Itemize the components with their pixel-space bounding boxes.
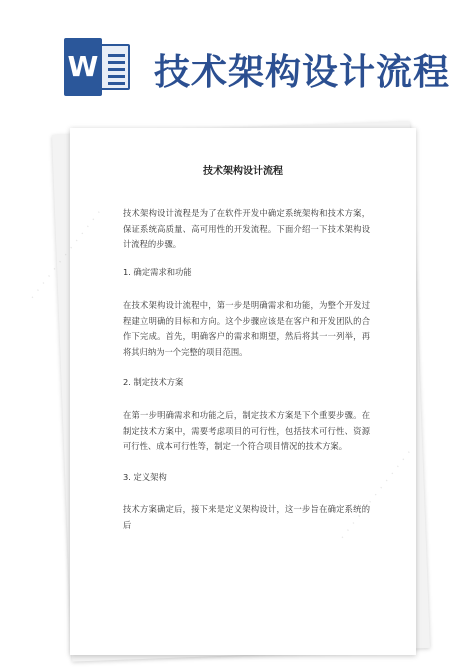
- section-paragraph: 在技术架构设计流程中，第一步是明确需求和功能，为整个开发过程建立明确的目标和方向。这个步骤应该是在客户和开发团队的合作下完成。首先，明确客户的需求和期望，然后将其一一列举，再将其归纳为一个完整的项目范围。: [123, 300, 370, 357]
- section-heading: 3. 定义架构: [123, 472, 167, 482]
- banner-title: 技术架构设计流程: [154, 52, 451, 93]
- section-heading: 1. 确定需求和功能: [123, 267, 192, 277]
- header-banner: [0, 0, 474, 120]
- word-document-icon: [64, 38, 130, 96]
- watermark-pattern: · · · · · · · · · · · · ·: [336, 446, 416, 543]
- document-title: 技术架构设计流程: [203, 166, 283, 177]
- document-page: [26, 128, 416, 655]
- intro-paragraph: 技术架构设计流程是为了在软件开发中确定系统架构和技术方案，保证系统高质量、高可用性的开发流程。下面介绍一下技术架构设计流程的步骤。: [123, 208, 370, 249]
- section-paragraph: 技术方案确定后，接下来是定义架构设计，这一步旨在确定系统的后: [123, 504, 370, 530]
- section-paragraph: 在第一步明确需求和功能之后，制定技术方案是下个重要步骤。在制定技术方案中，需要考虑项目的可行性，包括技术可行性、资源可行性、成本可行性等，制定一个符合项目情况的技术方案。: [123, 410, 370, 451]
- word-icon-letter: W: [64, 38, 102, 96]
- section-heading: 2. 制定技术方案: [123, 377, 184, 387]
- watermark-pattern: · · · · · · · · · · · · ·: [26, 206, 106, 303]
